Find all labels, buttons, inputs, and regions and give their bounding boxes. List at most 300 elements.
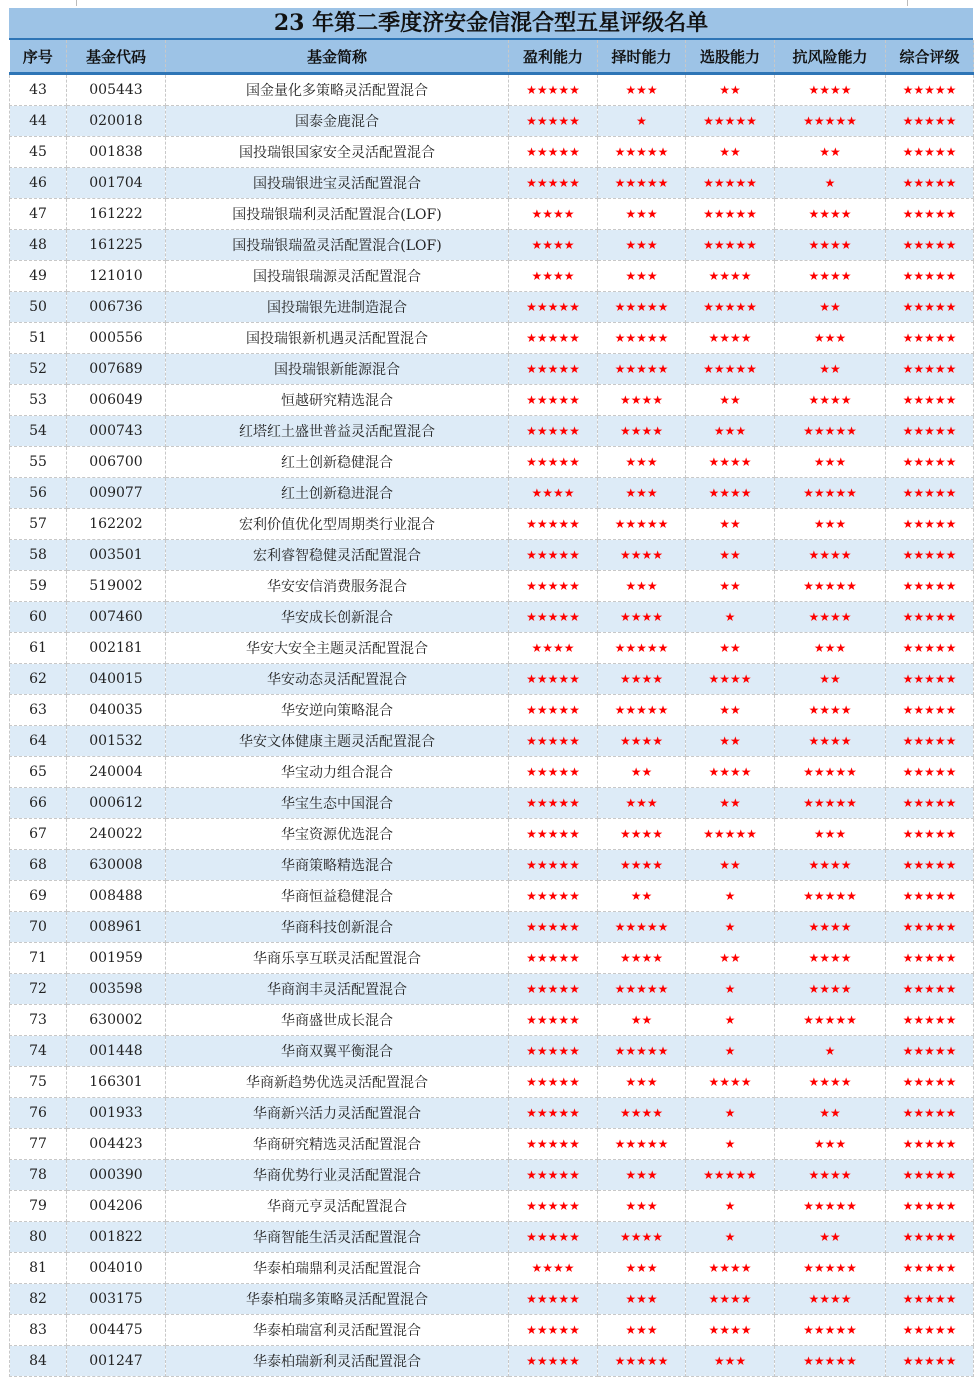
star-icon: ★ bbox=[924, 920, 935, 934]
star-icon: ★ bbox=[619, 827, 631, 841]
rating-stock-picking bbox=[686, 1036, 775, 1067]
star-icon: ★ bbox=[945, 703, 957, 717]
star-icon: ★ bbox=[730, 548, 741, 562]
star-icon: ★ bbox=[902, 331, 914, 345]
star-icon: ★ bbox=[558, 331, 570, 345]
star-icon: ★ bbox=[902, 982, 914, 996]
rating-overall bbox=[886, 1067, 974, 1098]
star-icon: ★ bbox=[708, 1261, 720, 1275]
star-icon: ★ bbox=[840, 393, 852, 407]
fund-name: 华商双翼平衡混合 bbox=[166, 1036, 509, 1067]
star-icon: ★ bbox=[934, 579, 946, 593]
star-icon: ★ bbox=[713, 238, 725, 252]
fund-code: 240004 bbox=[67, 757, 166, 788]
star-icon: ★ bbox=[934, 951, 946, 965]
star-icon: ★ bbox=[808, 393, 820, 407]
rating-risk bbox=[775, 1160, 886, 1191]
fund-code: 240022 bbox=[67, 819, 166, 850]
star-icon: ★ bbox=[724, 1168, 736, 1182]
star-icon: ★ bbox=[536, 703, 548, 717]
star-icon: ★ bbox=[542, 641, 553, 655]
star-icon: ★ bbox=[542, 1261, 553, 1275]
rating-risk bbox=[775, 74, 886, 106]
star-icon: ★ bbox=[934, 1230, 946, 1244]
row-number: 65 bbox=[10, 757, 67, 788]
rating-overall bbox=[886, 1253, 974, 1284]
rating-timing bbox=[598, 323, 686, 354]
rating-profit bbox=[509, 974, 598, 1005]
star-icon: ★ bbox=[547, 83, 559, 97]
star-icon: ★ bbox=[547, 517, 559, 531]
star-icon: ★ bbox=[569, 1199, 580, 1213]
rating-overall bbox=[886, 199, 974, 230]
star-icon: ★ bbox=[913, 145, 925, 159]
fund-code: 008961 bbox=[67, 912, 166, 943]
row-number: 50 bbox=[10, 292, 67, 323]
star-icon: ★ bbox=[746, 300, 757, 314]
star-icon: ★ bbox=[934, 486, 946, 500]
star-icon: ★ bbox=[934, 176, 946, 190]
table-row bbox=[10, 571, 974, 602]
star-icon: ★ bbox=[819, 982, 830, 996]
rating-profit bbox=[509, 385, 598, 416]
star-icon: ★ bbox=[808, 951, 820, 965]
star-icon: ★ bbox=[924, 765, 935, 779]
rating-timing bbox=[598, 1036, 686, 1067]
star-icon: ★ bbox=[703, 300, 714, 314]
star-icon: ★ bbox=[840, 610, 852, 624]
star-icon: ★ bbox=[619, 424, 631, 438]
star-icon: ★ bbox=[924, 1137, 935, 1151]
star-icon: ★ bbox=[719, 486, 730, 500]
rating-timing bbox=[598, 106, 686, 137]
rating-overall bbox=[886, 292, 974, 323]
fund-code: 006736 bbox=[67, 292, 166, 323]
star-icon: ★ bbox=[536, 672, 548, 686]
star-icon: ★ bbox=[840, 982, 852, 996]
rating-risk bbox=[775, 633, 886, 664]
star-icon: ★ bbox=[830, 703, 841, 717]
star-icon: ★ bbox=[730, 579, 741, 593]
star-icon: ★ bbox=[730, 331, 741, 345]
star-icon: ★ bbox=[846, 796, 857, 810]
rating-profit bbox=[509, 664, 598, 695]
star-icon: ★ bbox=[934, 517, 946, 531]
rating-overall bbox=[886, 757, 974, 788]
star-icon: ★ bbox=[924, 362, 935, 376]
star-icon: ★ bbox=[652, 734, 664, 748]
star-icon: ★ bbox=[902, 734, 914, 748]
header-name: 基金简称 bbox=[166, 40, 509, 74]
star-icon: ★ bbox=[703, 207, 714, 221]
star-icon: ★ bbox=[835, 486, 847, 500]
star-icon: ★ bbox=[945, 548, 957, 562]
rating-risk bbox=[775, 540, 886, 571]
star-icon: ★ bbox=[913, 83, 925, 97]
rating-profit bbox=[509, 1098, 598, 1129]
rating-overall bbox=[886, 974, 974, 1005]
star-icon: ★ bbox=[945, 1323, 957, 1337]
rating-risk bbox=[775, 974, 886, 1005]
fund-name: 华宝生态中国混合 bbox=[166, 788, 509, 819]
star-icon: ★ bbox=[713, 300, 725, 314]
rating-overall bbox=[886, 943, 974, 974]
star-icon: ★ bbox=[558, 920, 570, 934]
star-icon: ★ bbox=[835, 889, 847, 903]
row-number: 49 bbox=[10, 261, 67, 292]
fund-name: 国投瑞银瑞盈灵活配置混合(LOF) bbox=[166, 230, 509, 261]
star-icon: ★ bbox=[558, 951, 570, 965]
fund-code: 002181 bbox=[67, 633, 166, 664]
star-icon: ★ bbox=[569, 951, 580, 965]
rating-stock-picking bbox=[686, 416, 775, 447]
star-icon: ★ bbox=[824, 579, 836, 593]
star-icon: ★ bbox=[924, 331, 935, 345]
rating-stock-picking bbox=[686, 137, 775, 168]
star-icon: ★ bbox=[813, 455, 825, 469]
star-icon: ★ bbox=[902, 145, 914, 159]
star-icon: ★ bbox=[526, 982, 537, 996]
table-row bbox=[10, 385, 974, 416]
row-number: 46 bbox=[10, 168, 67, 199]
star-icon: ★ bbox=[625, 455, 637, 469]
star-icon: ★ bbox=[636, 982, 647, 996]
star-icon: ★ bbox=[558, 858, 570, 872]
star-icon: ★ bbox=[526, 424, 537, 438]
table-row bbox=[10, 974, 974, 1005]
star-icon: ★ bbox=[830, 83, 841, 97]
star-icon: ★ bbox=[536, 1230, 548, 1244]
star-icon: ★ bbox=[902, 300, 914, 314]
rating-risk bbox=[775, 571, 886, 602]
star-icon: ★ bbox=[536, 1168, 548, 1182]
rating-overall bbox=[886, 788, 974, 819]
star-icon: ★ bbox=[625, 1323, 637, 1337]
rating-stock-picking bbox=[686, 540, 775, 571]
star-icon: ★ bbox=[813, 331, 825, 345]
star-icon: ★ bbox=[824, 796, 836, 810]
star-icon: ★ bbox=[657, 331, 669, 345]
star-icon: ★ bbox=[657, 920, 669, 934]
star-icon: ★ bbox=[945, 672, 957, 686]
star-icon: ★ bbox=[526, 1013, 537, 1027]
row-number: 76 bbox=[10, 1098, 67, 1129]
star-icon: ★ bbox=[569, 734, 580, 748]
star-icon: ★ bbox=[902, 1013, 914, 1027]
star-icon: ★ bbox=[824, 1354, 836, 1368]
star-icon: ★ bbox=[803, 765, 814, 779]
star-icon: ★ bbox=[636, 703, 647, 717]
star-icon: ★ bbox=[630, 951, 642, 965]
star-icon: ★ bbox=[558, 455, 570, 469]
star-icon: ★ bbox=[724, 424, 736, 438]
star-icon: ★ bbox=[945, 951, 957, 965]
star-icon: ★ bbox=[547, 672, 559, 686]
star-icon: ★ bbox=[945, 362, 957, 376]
star-icon: ★ bbox=[730, 703, 741, 717]
star-icon: ★ bbox=[553, 238, 564, 252]
rating-stock-picking bbox=[686, 168, 775, 199]
table-row bbox=[10, 168, 974, 199]
star-icon: ★ bbox=[830, 920, 841, 934]
rating-profit bbox=[509, 137, 598, 168]
star-icon: ★ bbox=[934, 207, 946, 221]
star-icon: ★ bbox=[641, 548, 653, 562]
star-icon: ★ bbox=[902, 114, 914, 128]
star-icon: ★ bbox=[803, 1261, 814, 1275]
row-number: 81 bbox=[10, 1253, 67, 1284]
star-icon: ★ bbox=[547, 455, 559, 469]
star-icon: ★ bbox=[547, 1106, 559, 1120]
star-icon: ★ bbox=[713, 114, 725, 128]
star-icon: ★ bbox=[547, 1292, 559, 1306]
star-icon: ★ bbox=[652, 827, 664, 841]
star-icon: ★ bbox=[536, 734, 548, 748]
star-icon: ★ bbox=[724, 1230, 736, 1244]
star-icon: ★ bbox=[824, 176, 836, 190]
star-icon: ★ bbox=[536, 765, 548, 779]
star-icon: ★ bbox=[713, 1168, 725, 1182]
rating-profit bbox=[509, 74, 598, 106]
star-icon: ★ bbox=[830, 672, 841, 686]
star-icon: ★ bbox=[536, 1106, 548, 1120]
star-icon: ★ bbox=[625, 1292, 637, 1306]
star-icon: ★ bbox=[913, 641, 925, 655]
star-icon: ★ bbox=[558, 1230, 570, 1244]
rating-risk bbox=[775, 1284, 886, 1315]
star-icon: ★ bbox=[746, 238, 757, 252]
star-icon: ★ bbox=[569, 455, 580, 469]
star-icon: ★ bbox=[630, 424, 642, 438]
star-icon: ★ bbox=[824, 827, 836, 841]
star-icon: ★ bbox=[824, 486, 836, 500]
star-icon: ★ bbox=[945, 424, 957, 438]
star-icon: ★ bbox=[652, 548, 664, 562]
star-icon: ★ bbox=[569, 920, 580, 934]
star-icon: ★ bbox=[902, 951, 914, 965]
star-icon: ★ bbox=[719, 393, 730, 407]
star-icon: ★ bbox=[924, 734, 935, 748]
star-icon: ★ bbox=[913, 920, 925, 934]
fund-name: 华泰柏瑞新利灵活配置混合 bbox=[166, 1346, 509, 1377]
star-icon: ★ bbox=[636, 517, 647, 531]
star-icon: ★ bbox=[719, 765, 730, 779]
star-icon: ★ bbox=[934, 548, 946, 562]
star-icon: ★ bbox=[730, 486, 741, 500]
star-icon: ★ bbox=[902, 1106, 914, 1120]
star-icon: ★ bbox=[846, 1013, 857, 1027]
star-icon: ★ bbox=[819, 610, 830, 624]
star-icon: ★ bbox=[724, 827, 736, 841]
rating-profit bbox=[509, 1129, 598, 1160]
row-number: 43 bbox=[10, 74, 67, 106]
star-icon: ★ bbox=[657, 1354, 669, 1368]
star-icon: ★ bbox=[619, 734, 631, 748]
star-icon: ★ bbox=[924, 114, 935, 128]
rating-overall bbox=[886, 912, 974, 943]
rating-risk bbox=[775, 757, 886, 788]
star-icon: ★ bbox=[724, 176, 736, 190]
star-icon: ★ bbox=[934, 269, 946, 283]
star-icon: ★ bbox=[840, 269, 852, 283]
rating-risk bbox=[775, 1253, 886, 1284]
star-icon: ★ bbox=[526, 703, 537, 717]
star-icon: ★ bbox=[846, 486, 857, 500]
fund-name: 华商智能生活灵活配置混合 bbox=[166, 1222, 509, 1253]
rating-risk bbox=[775, 1129, 886, 1160]
fund-code: 001933 bbox=[67, 1098, 166, 1129]
star-icon: ★ bbox=[945, 734, 957, 748]
star-icon: ★ bbox=[553, 486, 564, 500]
fund-name: 华商元亨灵活配置混合 bbox=[166, 1191, 509, 1222]
star-icon: ★ bbox=[646, 517, 658, 531]
star-icon: ★ bbox=[835, 579, 847, 593]
star-icon: ★ bbox=[924, 672, 935, 686]
row-number: 58 bbox=[10, 540, 67, 571]
rating-stock-picking bbox=[686, 1253, 775, 1284]
rating-profit bbox=[509, 168, 598, 199]
star-icon: ★ bbox=[840, 920, 852, 934]
rating-profit bbox=[509, 230, 598, 261]
star-icon: ★ bbox=[719, 672, 730, 686]
fund-code: 001959 bbox=[67, 943, 166, 974]
rating-stock-picking bbox=[686, 1191, 775, 1222]
star-icon: ★ bbox=[646, 1261, 658, 1275]
rating-timing bbox=[598, 1005, 686, 1036]
rating-risk bbox=[775, 354, 886, 385]
star-icon: ★ bbox=[835, 796, 847, 810]
star-icon: ★ bbox=[803, 424, 814, 438]
rating-risk bbox=[775, 1036, 886, 1067]
row-number: 59 bbox=[10, 571, 67, 602]
row-number: 63 bbox=[10, 695, 67, 726]
fund-code: 000390 bbox=[67, 1160, 166, 1191]
star-icon: ★ bbox=[813, 796, 825, 810]
star-icon: ★ bbox=[803, 1354, 814, 1368]
table-row bbox=[10, 323, 974, 354]
rating-overall bbox=[886, 509, 974, 540]
star-icon: ★ bbox=[536, 1354, 548, 1368]
fund-code: 003598 bbox=[67, 974, 166, 1005]
star-icon: ★ bbox=[730, 1261, 741, 1275]
table-row bbox=[10, 1098, 974, 1129]
rating-stock-picking bbox=[686, 292, 775, 323]
star-icon: ★ bbox=[531, 207, 543, 221]
star-icon: ★ bbox=[652, 393, 664, 407]
table-row bbox=[10, 1315, 974, 1346]
rating-stock-picking bbox=[686, 943, 775, 974]
star-icon: ★ bbox=[808, 858, 820, 872]
fund-name: 华商研究精选灵活配置混合 bbox=[166, 1129, 509, 1160]
row-number: 68 bbox=[10, 850, 67, 881]
star-icon: ★ bbox=[636, 362, 647, 376]
rating-profit bbox=[509, 1191, 598, 1222]
star-icon: ★ bbox=[536, 424, 548, 438]
rating-stock-picking bbox=[686, 912, 775, 943]
star-icon: ★ bbox=[740, 1292, 752, 1306]
star-icon: ★ bbox=[945, 920, 957, 934]
star-icon: ★ bbox=[740, 765, 752, 779]
star-icon: ★ bbox=[526, 393, 537, 407]
star-icon: ★ bbox=[724, 114, 736, 128]
star-icon: ★ bbox=[719, 331, 730, 345]
star-icon: ★ bbox=[553, 641, 564, 655]
fund-name: 华商盛世成长混合 bbox=[166, 1005, 509, 1036]
star-icon: ★ bbox=[526, 548, 537, 562]
table-row bbox=[10, 633, 974, 664]
star-icon: ★ bbox=[713, 176, 725, 190]
star-icon: ★ bbox=[945, 207, 957, 221]
star-icon: ★ bbox=[934, 145, 946, 159]
star-icon: ★ bbox=[536, 300, 548, 314]
star-icon: ★ bbox=[569, 1137, 580, 1151]
rating-risk bbox=[775, 664, 886, 695]
rating-timing bbox=[598, 416, 686, 447]
star-icon: ★ bbox=[547, 765, 559, 779]
star-icon: ★ bbox=[740, 1261, 752, 1275]
star-icon: ★ bbox=[724, 300, 736, 314]
rating-timing bbox=[598, 974, 686, 1005]
table-row bbox=[10, 447, 974, 478]
star-icon: ★ bbox=[547, 1013, 559, 1027]
rating-risk bbox=[775, 447, 886, 478]
star-icon: ★ bbox=[808, 83, 820, 97]
rating-overall bbox=[886, 571, 974, 602]
star-icon: ★ bbox=[625, 238, 637, 252]
star-icon: ★ bbox=[924, 455, 935, 469]
star-icon: ★ bbox=[934, 1261, 946, 1275]
star-icon: ★ bbox=[558, 734, 570, 748]
star-icon: ★ bbox=[630, 858, 642, 872]
table-row bbox=[10, 726, 974, 757]
star-icon: ★ bbox=[913, 176, 925, 190]
star-icon: ★ bbox=[835, 455, 847, 469]
star-icon: ★ bbox=[913, 1044, 925, 1058]
star-icon: ★ bbox=[558, 83, 570, 97]
star-icon: ★ bbox=[934, 1292, 946, 1306]
star-icon: ★ bbox=[625, 517, 637, 531]
star-icon: ★ bbox=[719, 145, 730, 159]
rating-profit bbox=[509, 1253, 598, 1284]
star-icon: ★ bbox=[808, 1075, 820, 1089]
fund-code: 005443 bbox=[67, 74, 166, 106]
star-icon: ★ bbox=[547, 1230, 559, 1244]
star-icon: ★ bbox=[558, 114, 570, 128]
table-row bbox=[10, 881, 974, 912]
star-icon: ★ bbox=[646, 641, 658, 655]
star-icon: ★ bbox=[824, 641, 836, 655]
star-icon: ★ bbox=[625, 176, 637, 190]
star-icon: ★ bbox=[913, 1013, 925, 1027]
star-icon: ★ bbox=[813, 1013, 825, 1027]
star-icon: ★ bbox=[835, 1137, 847, 1151]
star-icon: ★ bbox=[835, 424, 847, 438]
star-icon: ★ bbox=[646, 238, 658, 252]
rating-stock-picking bbox=[686, 354, 775, 385]
star-icon: ★ bbox=[713, 207, 725, 221]
star-icon: ★ bbox=[735, 424, 747, 438]
header-overall: 综合评级 bbox=[886, 40, 974, 74]
star-icon: ★ bbox=[558, 765, 570, 779]
row-number: 61 bbox=[10, 633, 67, 664]
star-icon: ★ bbox=[902, 455, 914, 469]
star-icon: ★ bbox=[724, 238, 736, 252]
fund-code: 004423 bbox=[67, 1129, 166, 1160]
star-icon: ★ bbox=[558, 1044, 570, 1058]
star-icon: ★ bbox=[813, 889, 825, 903]
star-icon: ★ bbox=[730, 951, 741, 965]
star-icon: ★ bbox=[630, 1013, 642, 1027]
